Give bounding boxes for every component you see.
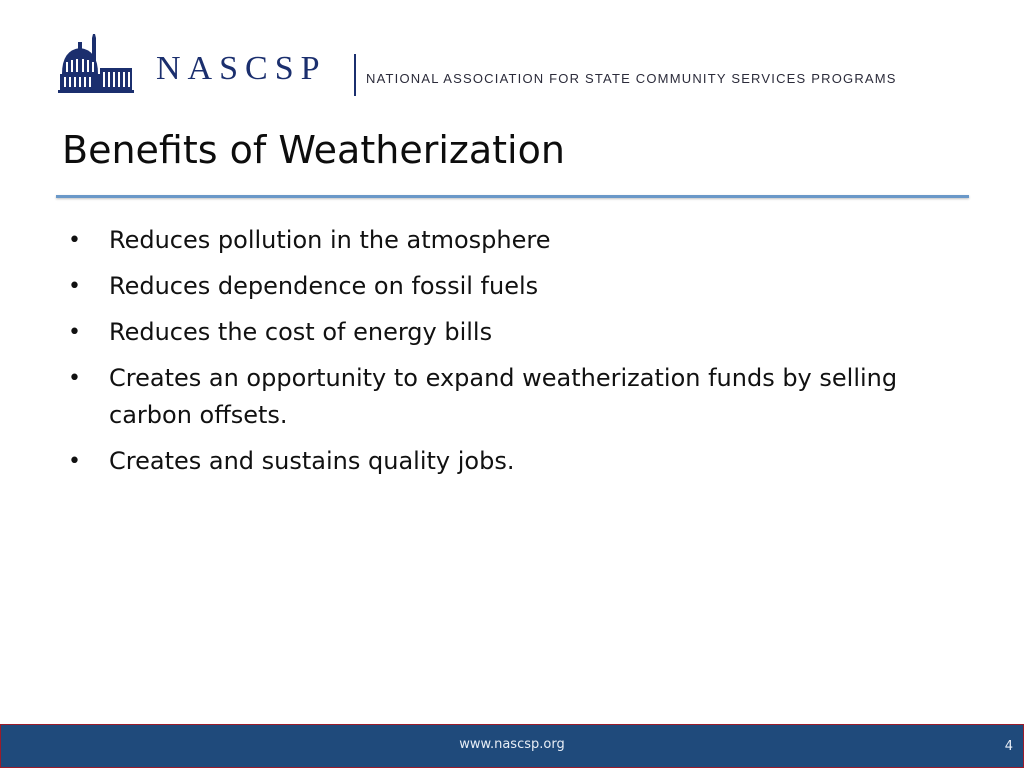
bullet-icon: •: [68, 320, 81, 345]
title-divider: [56, 195, 969, 198]
brand-divider: [354, 54, 356, 96]
footer-bar: [0, 724, 1024, 768]
bullet-text: Creates and sustains quality jobs.: [109, 447, 515, 475]
brand-full-name: NATIONAL ASSOCIATION FOR STATE COMMUNITY SERVICES PROGRAMS: [366, 71, 897, 86]
footer-url-link[interactable]: www.nascsp.org: [459, 737, 565, 752]
list-item: [68, 360, 958, 434]
slide-title: Benefits of Weatherization: [62, 128, 565, 172]
bullet-list: [68, 222, 958, 489]
bullet-icon: •: [68, 274, 81, 299]
header-logo: [56, 34, 966, 96]
list-item: [68, 314, 958, 351]
list-item: [68, 443, 958, 480]
bullet-text: Creates an opportunity to expand weatherization funds by selling carbon offsets.: [109, 364, 898, 429]
capitol-dome-icon: [56, 34, 136, 96]
bullet-text: Reduces dependence on fossil fuels: [109, 272, 539, 300]
list-item: [68, 268, 958, 305]
brand-name: NASCSP: [156, 50, 327, 87]
bullet-icon: •: [68, 366, 81, 391]
bullet-icon: •: [68, 449, 81, 474]
bullet-icon: •: [68, 228, 81, 253]
page-number: 4: [1004, 739, 1013, 754]
list-item: [68, 222, 958, 259]
bullet-text: Reduces the cost of energy bills: [109, 318, 493, 346]
bullet-text: Reduces pollution in the atmosphere: [109, 226, 551, 254]
